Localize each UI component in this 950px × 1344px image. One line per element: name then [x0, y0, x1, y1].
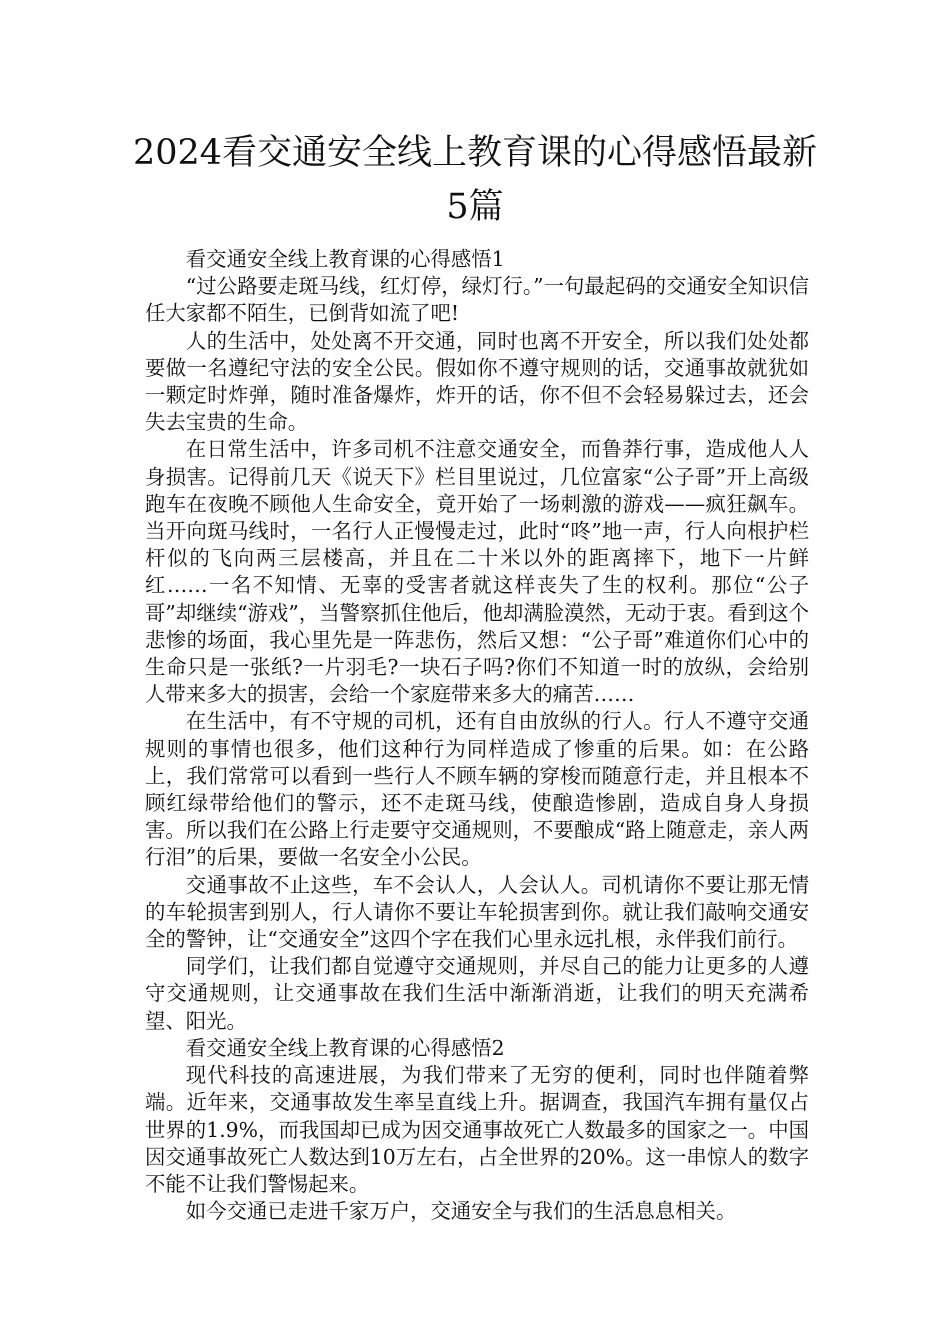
document-title: 2024看交通安全线上教育课的心得感悟最新5篇: [132, 133, 818, 227]
paragraph: 在日常生活中，许多司机不注意交通安全，而鲁莽行事，造成他人人身损害。记得前几天《说天下》栏目里说过，几位富家“公子哥”开上高级跑车在夜晚不顾他人生命安全，竟开始了一场刺激的游戏——疯狂飙车。当开向斑马线时，一名行人正慢慢走过，此时“咚”地一声，行人向根护栏杆似的飞向两三层楼高，并且在二十米以外的距离摔下，地下一片鲜红……一名不知情、无辜的受害者就这样丧失了生的权利。那位“公子哥”却继续“游戏”，当警察抓住他后，他却满脸漠然，无动于衷。看到这个悲惨的场面，我心里先是一阵悲伤，然后又想：“公子哥”难道你们心中的生命只是一张纸?一片羽毛?一块石子吗?你们不知道一时的放纵，会给别人带来多大的损害，会给一个家庭带来多大的痛苦……: [145, 437, 809, 707]
paragraph: 同学们，让我们都自觉遵守交通规则，并尽自己的能力让更多的人遵守交通规则，让交通事故在我们生活中渐渐消逝，让我们的明天充满希望、阳光。: [145, 954, 809, 1033]
paragraph: 如今交通已走进千家万户，交通安全与我们的生活息息相关。: [185, 1199, 737, 1224]
paragraph: 人的生活中，处处离不开交通，同时也离不开安全，所以我们处处都要做一名遵纪守法的安全公民。假如你不遵守规则的话，交通事故就犹如一颗定时炸弹，随时准备爆炸，炸开的话，你不但不会轻易躲过去，还会失去宝贵的生命。: [145, 328, 809, 435]
paragraph: 现代科技的高速进展，为我们带来了无穷的便利，同时也伴随着弊端。近年来，交通事故发生率呈直线上升。据调查，我国汽车拥有量仅占世界的1.9%，而我国却已成为因交通事故死亡人数最多的国家之一。中国因交通事故死亡人数达到10万左右，占全世界的20%。这一串惊人的数字不能不让我们警惕起来。: [145, 1063, 809, 1196]
paragraph: “过公路要走斑马线，红灯停，绿灯行。”一句最起码的交通安全知识信任大家都不陌生，已倒背如流了吧!: [145, 274, 809, 326]
section-heading: 看交通安全线上教育课的心得感悟2: [185, 1035, 505, 1060]
section-heading: 看交通安全线上教育课的心得感悟1: [185, 247, 505, 271]
paragraph: 在生活中，有不守规的司机，还有自由放纵的行人。行人不遵守交通规则的事情也很多，他们这种行为同样造成了惨重的后果。如：在公路上，我们常常可以看到一些行人不顾车辆的穿梭而随意行走，并且根本不顾红绿带给他们的警示，还不走斑马线，使酿造惨剧，造成自身人身损害。所以我们在公路上行走要守交通规则，不要酿成“路上随意走，亲人两行泪”的后果，要做一名安全小公民。: [145, 709, 809, 870]
document-body: [145, 246, 809, 1225]
paragraph: 交通事故不止这些，车不会认人，人会认人。司机请你不要让那无情的车轮损害到别人，行人请你不要让车轮损害到你。就让我们敲响交通安全的警钟，让“交通安全”这四个字在我们心里永远扎根，永伴我们前行。: [145, 872, 809, 952]
